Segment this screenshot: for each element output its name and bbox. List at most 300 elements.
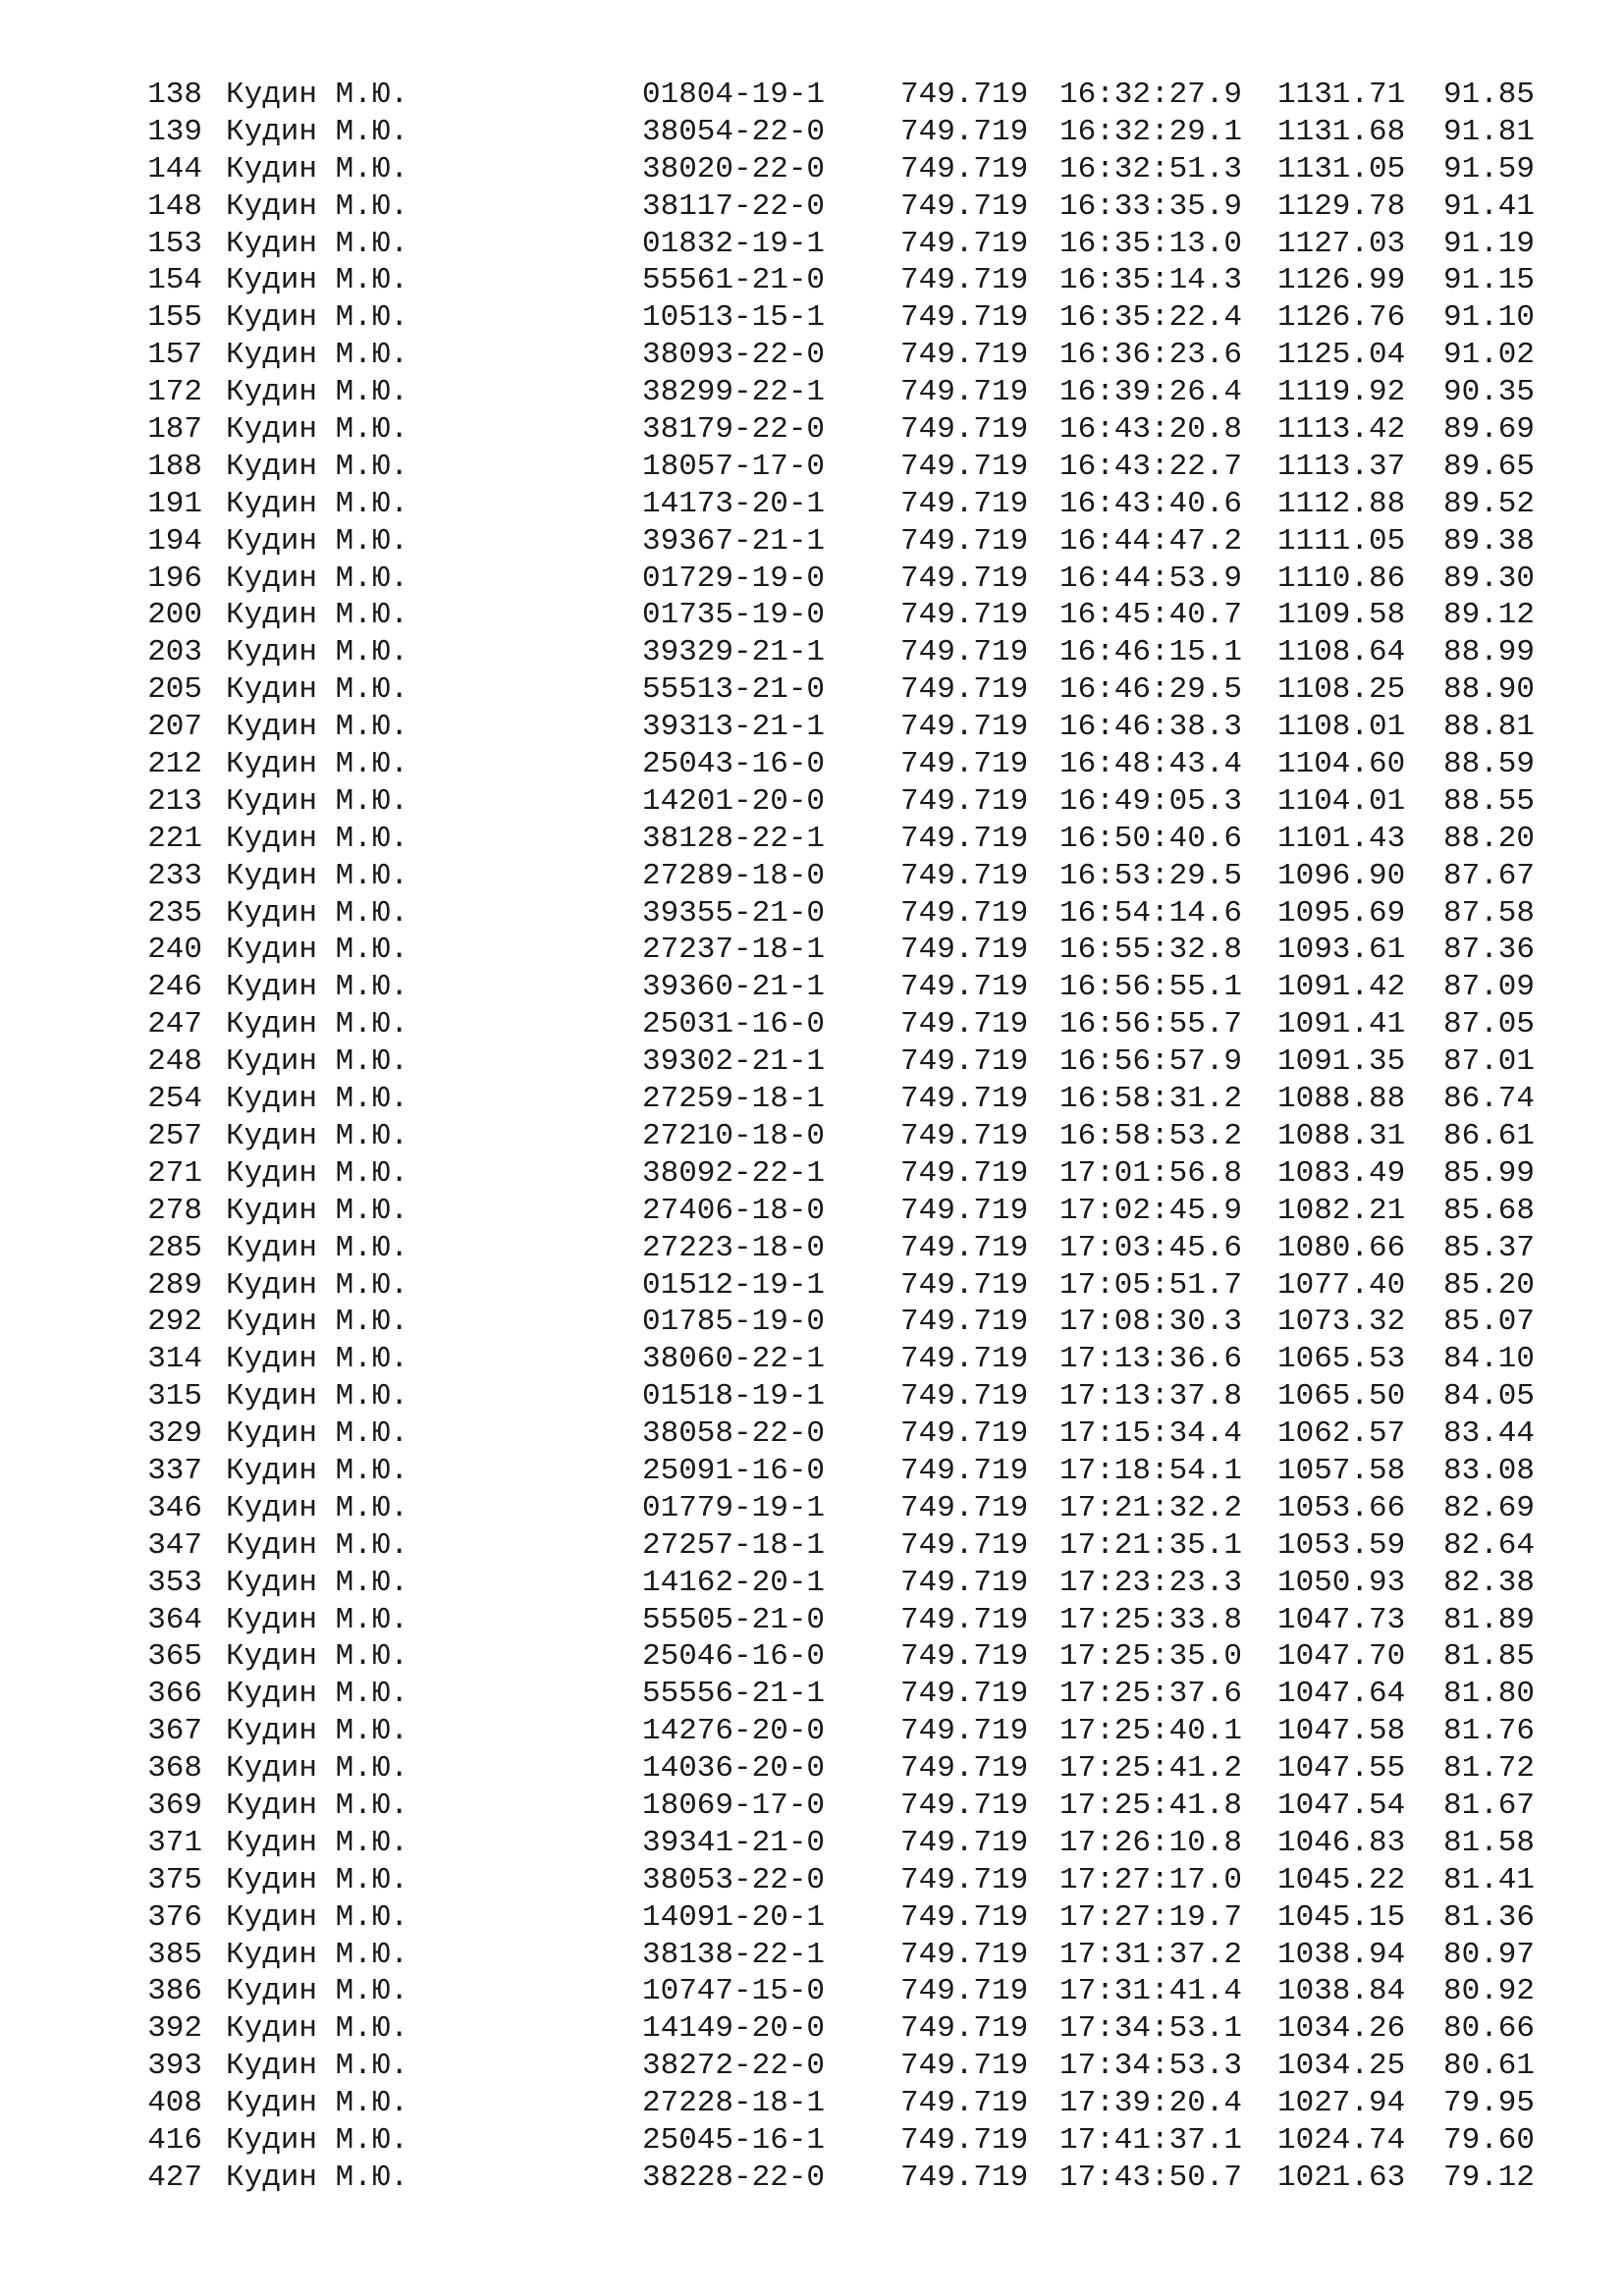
distance-cell: 749.719 (900, 486, 1029, 521)
points-cell: 89.12 (1443, 598, 1536, 633)
points-cell: 84.05 (1443, 1379, 1536, 1415)
points-cell: 86.74 (1443, 1082, 1536, 1117)
speed-cell: 1053.66 (1277, 1490, 1406, 1525)
name-cell: Кудин М.Ю. (226, 1751, 409, 1787)
distance-cell: 749.719 (900, 151, 1029, 187)
speed-cell: 1047.70 (1277, 1639, 1406, 1675)
points-cell: 82.38 (1443, 1565, 1536, 1600)
speed-cell: 1027.94 (1277, 2086, 1406, 2121)
place-cell: 207 (147, 710, 202, 745)
points-cell: 83.44 (1443, 1416, 1536, 1452)
distance-cell: 749.719 (900, 1788, 1029, 1823)
name-cell: Кудин М.Ю. (226, 672, 409, 708)
speed-cell: 1047.58 (1277, 1714, 1406, 1749)
speed-cell: 1127.03 (1277, 226, 1406, 261)
speed-cell: 1108.01 (1277, 710, 1406, 745)
ring-code-cell: 14091-20-1 (642, 1899, 826, 1935)
points-cell: 85.07 (1443, 1305, 1536, 1340)
distance-cell: 749.719 (900, 1193, 1029, 1228)
speed-cell: 1104.60 (1277, 747, 1406, 782)
ring-code-cell: 18069-17-0 (642, 1788, 826, 1823)
arrival-time-cell: 17:27:17.0 (1059, 1862, 1243, 1897)
arrival-time-cell: 17:31:41.4 (1059, 1974, 1243, 2009)
ring-code-cell: 39360-21-1 (642, 970, 826, 1005)
speed-cell: 1095.69 (1277, 895, 1406, 931)
speed-cell: 1104.01 (1277, 783, 1406, 819)
distance-cell: 749.719 (900, 1155, 1029, 1191)
speed-cell: 1046.83 (1277, 1825, 1406, 1860)
arrival-time-cell: 17:27:19.7 (1059, 1899, 1243, 1935)
ring-code-cell: 38058-22-0 (642, 1416, 826, 1452)
speed-cell: 1091.35 (1277, 1044, 1406, 1080)
ring-code-cell: 38060-22-1 (642, 1342, 826, 1377)
speed-cell: 1112.88 (1277, 486, 1406, 521)
arrival-time-cell: 17:15:34.4 (1059, 1416, 1243, 1452)
points-cell: 81.58 (1443, 1825, 1536, 1860)
speed-cell: 1065.50 (1277, 1379, 1406, 1415)
arrival-time-cell: 16:46:29.5 (1059, 672, 1243, 708)
points-cell: 87.67 (1443, 858, 1536, 893)
place-cell: 144 (147, 151, 202, 187)
points-cell: 88.99 (1443, 635, 1536, 670)
distance-cell: 749.719 (900, 1862, 1029, 1897)
place-cell: 285 (147, 1230, 202, 1265)
points-cell: 81.72 (1443, 1751, 1536, 1787)
arrival-time-cell: 17:25:35.0 (1059, 1639, 1243, 1675)
speed-cell: 1038.94 (1277, 1937, 1406, 1972)
name-cell: Кудин М.Ю. (226, 1490, 409, 1525)
place-cell: 365 (147, 1639, 202, 1675)
distance-cell: 749.719 (900, 1825, 1029, 1860)
name-cell: Кудин М.Ю. (226, 933, 409, 968)
place-cell: 368 (147, 1751, 202, 1787)
place-cell: 200 (147, 598, 202, 633)
ring-code-cell: 27259-18-1 (642, 1082, 826, 1117)
ring-code-cell: 01512-19-1 (642, 1267, 826, 1303)
ring-code-cell: 14036-20-0 (642, 1751, 826, 1787)
points-cell: 83.08 (1443, 1453, 1536, 1488)
name-cell: Кудин М.Ю. (226, 226, 409, 261)
place-cell: 393 (147, 2049, 202, 2084)
ring-code-cell: 25091-16-0 (642, 1453, 826, 1488)
distance-cell: 749.719 (900, 1565, 1029, 1600)
ring-code-cell: 38179-22-0 (642, 412, 826, 448)
distance-cell: 749.719 (900, 78, 1029, 112)
speed-cell: 1091.42 (1277, 970, 1406, 1005)
place-cell: 213 (147, 783, 202, 819)
points-cell: 87.05 (1443, 1007, 1536, 1042)
points-cell: 89.69 (1443, 412, 1536, 448)
distance-cell: 749.719 (900, 1899, 1029, 1935)
speed-cell: 1057.58 (1277, 1453, 1406, 1488)
place-cell: 172 (147, 375, 202, 410)
points-cell: 84.10 (1443, 1342, 1536, 1377)
name-cell: Кудин М.Ю. (226, 188, 409, 224)
points-cell: 86.61 (1443, 1118, 1536, 1153)
distance-cell: 749.719 (900, 188, 1029, 224)
place-cell: 416 (147, 2122, 202, 2158)
distance-cell: 749.719 (900, 1342, 1029, 1377)
ring-code-cell: 14173-20-1 (642, 486, 826, 521)
points-cell: 79.60 (1443, 2122, 1536, 2158)
distance-cell: 749.719 (900, 1007, 1029, 1042)
place-cell: 376 (147, 1899, 202, 1935)
arrival-time-cell: 17:23:23.3 (1059, 1565, 1243, 1600)
points-cell: 88.20 (1443, 821, 1536, 856)
distance-cell: 749.719 (900, 1639, 1029, 1675)
ring-code-cell: 55556-21-1 (642, 1677, 826, 1712)
arrival-time-cell: 17:31:37.2 (1059, 1937, 1243, 1972)
name-cell: Кудин М.Ю. (226, 78, 409, 112)
place-cell: 153 (147, 226, 202, 261)
points-cell: 81.89 (1443, 1602, 1536, 1637)
ring-code-cell: 27223-18-0 (642, 1230, 826, 1265)
ring-code-cell: 27289-18-0 (642, 858, 826, 893)
ring-code-cell: 27237-18-1 (642, 933, 826, 968)
speed-cell: 1110.86 (1277, 561, 1406, 596)
arrival-time-cell: 16:43:22.7 (1059, 449, 1243, 484)
name-cell: Кудин М.Ю. (226, 598, 409, 633)
name-cell: Кудин М.Ю. (226, 1937, 409, 1972)
arrival-time-cell: 16:35:13.0 (1059, 226, 1243, 261)
place-cell: 386 (147, 1974, 202, 2009)
name-cell: Кудин М.Ю. (226, 151, 409, 187)
points-cell: 85.99 (1443, 1155, 1536, 1191)
ring-code-cell: 38093-22-0 (642, 338, 826, 373)
distance-cell: 749.719 (900, 300, 1029, 336)
name-cell: Кудин М.Ю. (226, 2122, 409, 2158)
points-cell: 89.30 (1443, 561, 1536, 596)
name-cell: Кудин М.Ю. (226, 1118, 409, 1153)
points-cell: 91.41 (1443, 188, 1536, 224)
distance-cell: 749.719 (900, 114, 1029, 149)
points-cell: 87.36 (1443, 933, 1536, 968)
points-cell: 87.01 (1443, 1044, 1536, 1080)
speed-cell: 1088.88 (1277, 1082, 1406, 1117)
name-cell: Кудин М.Ю. (226, 1155, 409, 1191)
distance-cell: 749.719 (900, 1937, 1029, 1972)
distance-cell: 749.719 (900, 2011, 1029, 2047)
place-cell: 347 (147, 1527, 202, 1563)
points-cell: 82.64 (1443, 1527, 1536, 1563)
arrival-time-cell: 17:26:10.8 (1059, 1825, 1243, 1860)
distance-cell: 749.719 (900, 1751, 1029, 1787)
place-cell: 240 (147, 933, 202, 968)
ring-code-cell: 01729-19-0 (642, 561, 826, 596)
name-cell: Кудин М.Ю. (226, 1230, 409, 1265)
points-cell: 88.90 (1443, 672, 1536, 708)
points-cell: 91.10 (1443, 300, 1536, 336)
speed-cell: 1126.99 (1277, 263, 1406, 298)
place-cell: 392 (147, 2011, 202, 2047)
name-cell: Кудин М.Ю. (226, 1565, 409, 1600)
points-cell: 88.55 (1443, 783, 1536, 819)
speed-cell: 1065.53 (1277, 1342, 1406, 1377)
distance-cell: 749.719 (900, 821, 1029, 856)
points-cell: 81.76 (1443, 1714, 1536, 1749)
points-cell: 91.59 (1443, 151, 1536, 187)
points-cell: 85.37 (1443, 1230, 1536, 1265)
arrival-time-cell: 16:32:29.1 (1059, 114, 1243, 149)
place-cell: 196 (147, 561, 202, 596)
speed-cell: 1131.68 (1277, 114, 1406, 149)
ring-code-cell: 01518-19-1 (642, 1379, 826, 1415)
name-cell: Кудин М.Ю. (226, 1193, 409, 1228)
speed-cell: 1096.90 (1277, 858, 1406, 893)
points-cell: 79.12 (1443, 2160, 1536, 2195)
name-cell: Кудин М.Ю. (226, 1527, 409, 1563)
name-cell: Кудин М.Ю. (226, 1379, 409, 1415)
arrival-time-cell: 17:25:33.8 (1059, 1602, 1243, 1637)
arrival-time-cell: 16:43:20.8 (1059, 412, 1243, 448)
distance-cell: 749.719 (900, 412, 1029, 448)
place-cell: 235 (147, 895, 202, 931)
distance-cell: 749.719 (900, 2086, 1029, 2121)
name-cell: Кудин М.Ю. (226, 1677, 409, 1712)
arrival-time-cell: 17:03:45.6 (1059, 1230, 1243, 1265)
place-cell: 187 (147, 412, 202, 448)
distance-cell: 749.719 (900, 1044, 1029, 1080)
ring-code-cell: 14149-20-0 (642, 2011, 826, 2047)
arrival-time-cell: 17:02:45.9 (1059, 1193, 1243, 1228)
speed-cell: 1062.57 (1277, 1416, 1406, 1452)
arrival-time-cell: 17:25:37.6 (1059, 1677, 1243, 1712)
speed-cell: 1024.74 (1277, 2122, 1406, 2158)
place-cell: 292 (147, 1305, 202, 1340)
ring-code-cell: 39355-21-0 (642, 895, 826, 931)
distance-cell: 749.719 (900, 672, 1029, 708)
place-cell: 375 (147, 1862, 202, 1897)
name-cell: Кудин М.Ю. (226, 300, 409, 336)
distance-cell: 749.719 (900, 1267, 1029, 1303)
ring-code-cell: 38228-22-0 (642, 2160, 826, 2195)
name-cell: Кудин М.Ю. (226, 1305, 409, 1340)
speed-cell: 1080.66 (1277, 1230, 1406, 1265)
ring-code-cell: 01779-19-1 (642, 1490, 826, 1525)
speed-cell: 1047.64 (1277, 1677, 1406, 1712)
arrival-time-cell: 16:46:38.3 (1059, 710, 1243, 745)
ring-code-cell: 38299-22-1 (642, 375, 826, 410)
arrival-time-cell: 16:49:05.3 (1059, 783, 1243, 819)
ring-code-cell: 38272-22-0 (642, 2049, 826, 2084)
arrival-time-cell: 17:21:35.1 (1059, 1527, 1243, 1563)
speed-cell: 1047.73 (1277, 1602, 1406, 1637)
distance-cell: 749.719 (900, 1305, 1029, 1340)
ring-code-cell: 14276-20-0 (642, 1714, 826, 1749)
ring-code-cell: 38128-22-1 (642, 821, 826, 856)
points-cell: 80.61 (1443, 2049, 1536, 2084)
place-cell: 289 (147, 1267, 202, 1303)
distance-cell: 749.719 (900, 561, 1029, 596)
name-cell: Кудин М.Ю. (226, 2049, 409, 2084)
arrival-time-cell: 16:45:40.7 (1059, 598, 1243, 633)
arrival-time-cell: 17:18:54.1 (1059, 1453, 1243, 1488)
speed-cell: 1021.63 (1277, 2160, 1406, 2195)
ring-code-cell: 55505-21-0 (642, 1602, 826, 1637)
ring-code-cell: 55561-21-0 (642, 263, 826, 298)
name-cell: Кудин М.Ю. (226, 1714, 409, 1749)
speed-cell: 1077.40 (1277, 1267, 1406, 1303)
ring-code-cell: 14201-20-0 (642, 783, 826, 819)
ring-code-cell: 27257-18-1 (642, 1527, 826, 1563)
name-cell: Кудин М.Ю. (226, 970, 409, 1005)
speed-cell: 1131.71 (1277, 78, 1406, 112)
distance-cell: 749.719 (900, 375, 1029, 410)
points-cell: 80.92 (1443, 1974, 1536, 2009)
arrival-time-cell: 17:13:37.8 (1059, 1379, 1243, 1415)
place-cell: 247 (147, 1007, 202, 1042)
distance-cell: 749.719 (900, 783, 1029, 819)
arrival-time-cell: 17:34:53.3 (1059, 2049, 1243, 2084)
ring-code-cell: 14162-20-1 (642, 1565, 826, 1600)
name-cell: Кудин М.Ю. (226, 858, 409, 893)
name-cell: Кудин М.Ю. (226, 1082, 409, 1117)
name-cell: Кудин М.Ю. (226, 1342, 409, 1377)
ring-code-cell: 39302-21-1 (642, 1044, 826, 1080)
distance-cell: 749.719 (900, 1379, 1029, 1415)
distance-cell: 749.719 (900, 1677, 1029, 1712)
ring-code-cell: 25031-16-0 (642, 1007, 826, 1042)
speed-cell: 1101.43 (1277, 821, 1406, 856)
place-cell: 188 (147, 449, 202, 484)
distance-cell: 749.719 (900, 1602, 1029, 1637)
points-cell: 81.80 (1443, 1677, 1536, 1712)
place-cell: 254 (147, 1082, 202, 1117)
distance-cell: 749.719 (900, 1416, 1029, 1452)
speed-cell: 1125.04 (1277, 338, 1406, 373)
ring-code-cell: 39329-21-1 (642, 635, 826, 670)
points-cell: 89.65 (1443, 449, 1536, 484)
speed-cell: 1113.37 (1277, 449, 1406, 484)
distance-cell: 749.719 (900, 2160, 1029, 2195)
ring-code-cell: 38117-22-0 (642, 188, 826, 224)
distance-cell: 749.719 (900, 1230, 1029, 1265)
name-cell: Кудин М.Ю. (226, 1899, 409, 1935)
name-cell: Кудин М.Ю. (226, 710, 409, 745)
place-cell: 154 (147, 263, 202, 298)
speed-cell: 1119.92 (1277, 375, 1406, 410)
distance-cell: 749.719 (900, 710, 1029, 745)
points-cell: 91.15 (1443, 263, 1536, 298)
place-cell: 369 (147, 1788, 202, 1823)
ring-code-cell: 25043-16-0 (642, 747, 826, 782)
place-cell: 138 (147, 78, 202, 112)
points-cell: 88.59 (1443, 747, 1536, 782)
ring-code-cell: 27228-18-1 (642, 2086, 826, 2121)
place-cell: 346 (147, 1490, 202, 1525)
ring-code-cell: 38020-22-0 (642, 151, 826, 187)
ring-code-cell: 10513-15-1 (642, 300, 826, 336)
place-cell: 257 (147, 1118, 202, 1153)
arrival-time-cell: 17:01:56.8 (1059, 1155, 1243, 1191)
points-cell: 89.38 (1443, 523, 1536, 559)
points-cell: 88.81 (1443, 710, 1536, 745)
ring-code-cell: 18057-17-0 (642, 449, 826, 484)
arrival-time-cell: 17:05:51.7 (1059, 1267, 1243, 1303)
speed-cell: 1113.42 (1277, 412, 1406, 448)
name-cell: Кудин М.Ю. (226, 2086, 409, 2121)
ring-code-cell: 38053-22-0 (642, 1862, 826, 1897)
ring-code-cell: 39313-21-1 (642, 710, 826, 745)
points-cell: 91.85 (1443, 78, 1536, 112)
speed-cell: 1047.54 (1277, 1788, 1406, 1823)
arrival-time-cell: 16:56:57.9 (1059, 1044, 1243, 1080)
name-cell: Кудин М.Ю. (226, 1453, 409, 1488)
ring-code-cell: 01804-19-1 (642, 78, 826, 112)
place-cell: 155 (147, 300, 202, 336)
place-cell: 427 (147, 2160, 202, 2195)
name-cell: Кудин М.Ю. (226, 486, 409, 521)
speed-cell: 1073.32 (1277, 1305, 1406, 1340)
speed-cell: 1108.64 (1277, 635, 1406, 670)
name-cell: Кудин М.Ю. (226, 783, 409, 819)
place-cell: 385 (147, 1937, 202, 1972)
place-cell: 271 (147, 1155, 202, 1191)
arrival-time-cell: 16:56:55.7 (1059, 1007, 1243, 1042)
points-cell: 87.58 (1443, 895, 1536, 931)
name-cell: Кудин М.Ю. (226, 2011, 409, 2047)
arrival-time-cell: 16:43:40.6 (1059, 486, 1243, 521)
arrival-time-cell: 17:39:20.4 (1059, 2086, 1243, 2121)
place-cell: 221 (147, 821, 202, 856)
place-cell: 212 (147, 747, 202, 782)
points-cell: 90.35 (1443, 375, 1536, 410)
place-cell: 191 (147, 486, 202, 521)
arrival-time-cell: 16:32:51.3 (1059, 151, 1243, 187)
name-cell: Кудин М.Ю. (226, 561, 409, 596)
name-cell: Кудин М.Ю. (226, 338, 409, 373)
arrival-time-cell: 16:48:43.4 (1059, 747, 1243, 782)
distance-cell: 749.719 (900, 226, 1029, 261)
speed-cell: 1088.31 (1277, 1118, 1406, 1153)
name-cell: Кудин М.Ю. (226, 821, 409, 856)
speed-cell: 1111.05 (1277, 523, 1406, 559)
points-cell: 80.97 (1443, 1937, 1536, 1972)
arrival-time-cell: 16:46:15.1 (1059, 635, 1243, 670)
arrival-time-cell: 16:33:35.9 (1059, 188, 1243, 224)
speed-cell: 1129.78 (1277, 188, 1406, 224)
speed-cell: 1093.61 (1277, 933, 1406, 968)
place-cell: 337 (147, 1453, 202, 1488)
speed-cell: 1045.22 (1277, 1862, 1406, 1897)
name-cell: Кудин М.Ю. (226, 747, 409, 782)
name-cell: Кудин М.Ю. (226, 114, 409, 149)
arrival-time-cell: 17:13:36.6 (1059, 1342, 1243, 1377)
name-cell: Кудин М.Ю. (226, 1007, 409, 1042)
arrival-time-cell: 17:43:50.7 (1059, 2160, 1243, 2195)
place-cell: 366 (147, 1677, 202, 1712)
place-cell: 248 (147, 1044, 202, 1080)
distance-cell: 749.719 (900, 598, 1029, 633)
points-cell: 85.20 (1443, 1267, 1536, 1303)
distance-cell: 749.719 (900, 338, 1029, 373)
distance-cell: 749.719 (900, 1527, 1029, 1563)
place-cell: 203 (147, 635, 202, 670)
arrival-time-cell: 17:25:41.2 (1059, 1751, 1243, 1787)
name-cell: Кудин М.Ю. (226, 449, 409, 484)
points-cell: 81.67 (1443, 1788, 1536, 1823)
ring-code-cell: 39367-21-1 (642, 523, 826, 559)
arrival-time-cell: 16:58:31.2 (1059, 1082, 1243, 1117)
arrival-time-cell: 16:35:14.3 (1059, 263, 1243, 298)
speed-cell: 1083.49 (1277, 1155, 1406, 1191)
ring-code-cell: 38138-22-1 (642, 1937, 826, 1972)
place-cell: 194 (147, 523, 202, 559)
name-cell: Кудин М.Ю. (226, 2160, 409, 2195)
speed-cell: 1091.41 (1277, 1007, 1406, 1042)
ring-code-cell: 55513-21-0 (642, 672, 826, 708)
distance-cell: 749.719 (900, 1453, 1029, 1488)
